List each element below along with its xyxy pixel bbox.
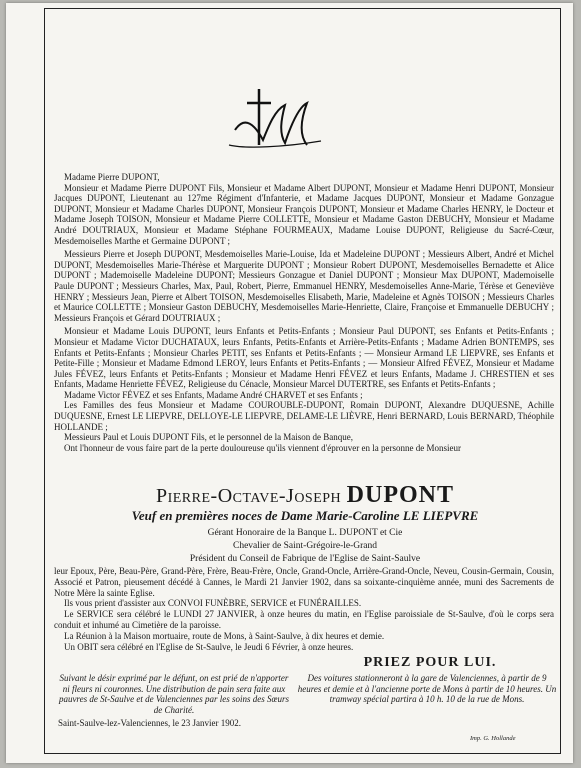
- family-paragraph: Monsieur et Madame Louis DUPONT, leurs Enfants et Petits-Enfants ; Monsieur Paul DUPONT, ses Enfants et Petits-Enfants ; Monsieur et Madame Victor DUCHATAUX, leurs Enfants, Petits-Enfants et Arrière-Petits-Enfants ; Madame Adrien BONTEMPS, ses Enfants et Petits-Enfants ; Monsieur Charles PETIT, ses Enfants et Petits-Enfants ; — Monsieur Armand LE LIEPVRE, ses Enfants et Petite-Fille ; Monsieur et Madame Edmond LEROY, leurs Enfants et Petits-Enfants ; — Monsieur Alfred FÉVEZ, Monsieur et Madame Jules FÉVEZ, leurs Enfants et Petits-Enfants ; Monsieur et Madame Henri FÉVEZ et leurs Enfants, Madame J. CHRESTIEN et ses Enfants, Madame Henriette FÉVEZ, Religieuse du Cénacle, Monsieur Marcel DUTERTRE, ses Enfants et Petits-Enfants ;: [54, 326, 554, 390]
- transport-note: Des voitures stationneront à la gare de Valenciennes, à partir de 9 heures et demie et à l'ancienne porte de Mons à partir de 10 heures. Un tramway spécial partira à 10 h. 10 de la rue de Mons.: [297, 673, 557, 705]
- flowers-note: Suivant le désir exprimé par le défunt, on est prié de n'apporter ni fleurs ni couronnes. Une distribution de pain sera faite aux pauvres de St-Saulve et de Valenciennes par les soins des Sœurs de Charité.: [58, 673, 290, 715]
- family-list: [54, 172, 554, 453]
- body-paragraph: Un OBIT sera célébré en l'Eglise de St-Saulve, le Jeudi 6 Février, à onze heures.: [64, 641, 354, 652]
- family-paragraph: Madame Pierre DUPONT,: [64, 172, 160, 182]
- family-paragraph: Messieurs Paul et Louis DUPONT Fils, et le personnel de la Maison de Banque,: [64, 432, 354, 443]
- printer-imprint: Imp. G. Hollande: [470, 735, 516, 742]
- family-paragraph: Ont l'honneur de vous faire part de la perte douloureuse qu'ils viennent d'éprouver en la personne de Monsieur: [64, 442, 461, 453]
- cross-monogram-icon: [225, 85, 325, 155]
- title-line: Gérant Honoraire de la Banque L. DUPONT et Cie: [207, 528, 403, 538]
- body-paragraph: leur Epoux, Père, Beau-Père, Grand-Père, Frère, Beau-Frère, Oncle, Grand-Oncle, Arrière-Grand-Oncle, Neveu, Cousin-Germain, Cousin, Associé et Patron, pieusement décédé à Cannes, le Mardi 21 Janvier 1902, dans sa soixante-cinquième année, muni des Sacrements de Notre Mère la sainte Eglise.: [54, 566, 554, 598]
- deceased-surname: DUPONT: [346, 482, 455, 508]
- title-line: Président du Conseil de Fabrique de l'Eglise de Saint-Saulve: [189, 554, 421, 564]
- announcement-body: [54, 566, 554, 652]
- deceased-given-names: Pierre-Octave-Joseph: [155, 485, 342, 507]
- deceased-name: [60, 482, 550, 509]
- widower-line: Veuf en premières noces de Dame Marie-Caroline LE LIEPVRE: [131, 508, 479, 523]
- date-line: Saint-Saulve-lez-Valenciennes, le 23 Janvier 1902.: [58, 718, 241, 728]
- body-paragraph: Ils vous prient d'assister aux CONVOI FUNÈBRE, SERVICE et FUNÉRAILLES.: [64, 598, 362, 609]
- body-paragraph: La Réunion à la Maison mortuaire, route de Mons, à Saint-Saulve, à dix heures et demie.: [64, 630, 385, 641]
- title-line: Chevalier de Saint-Grégoire-le-Grand: [232, 541, 378, 551]
- priez-heading: PRIEZ POUR LUI.: [363, 655, 497, 670]
- family-paragraph: Les Familles des feus Monsieur et Madame COUROUBLE-DUPONT, Romain DUPONT, Alexandre DUQUESNE, Achille DUQUESNE, Ernest LE LIEPVRE, DELLOYE-LE LIEPVRE, DELAME-LE LIÈVRE, Henri BERNARD, Louis BERNARD, Théophile HOLLANDE ;: [54, 400, 554, 432]
- family-paragraph: Madame Victor FÉVEZ et ses Enfants, Madame André CHARVET et ses Enfants ;: [64, 389, 363, 400]
- body-paragraph: Le SERVICE sera célébré le LUNDI 27 JANVIER, à onze heures du matin, en l'Eglise paroissiale de St-Saulve, d'où le corps sera conduit et inhumé au Cimetière de la paroisse.: [54, 609, 554, 630]
- family-paragraph: Messieurs Pierre et Joseph DUPONT, Mesdemoiselles Marie-Louise, Ida et Madeleine DUPONT ; Messieurs Albert, André et Michel DUPONT, Mesdemoiselles Marie-Thérèse et Marguerite DUPONT ; Monsieur Robert DUPONT, Mesdemoiselles Bernadette et Alice DUPONT ; Mademoiselle Madeleine DUPONT; Messieurs Gonzague et Daniel DUPONT ; Monsieur Max DUPONT, Mademoiselle Paule DUPONT ; Messieurs Charles, Max, Paul, Robert, Pierre, Emmanuel HENRY, Mesdemoiselles Anne-Marie, Térèse et Geneviève HENRY ; Messieurs Jean, Pierre et Albert TOISON, Mesdemoiselles Elisabeth, Marie, Madeleine et Agnès TOISON ; Messieurs Charles et Maurice COLLETTE ; Monsieur Gaston DEBUCHY, Mesdemoiselles Marie-Henriette, Claire, Françoise et Emmanuelle DEBUCHY ; Messieurs François et Gérard DOUTRIAUX ;: [54, 249, 554, 323]
- family-paragraph: Monsieur et Madame Pierre DUPONT Fils, Monsieur et Madame Albert DUPONT, Monsieur et Madame Henri DUPONT, Monsieur Jacques DUPONT, Lieutenant au 127me Régiment d'Infanterie, et Madame Jacques DUPONT, Monsieur et Madame Gonzague DUPONT, Monsieur et Madame Charles DUPONT, Monsieur François DUPONT, Monsieur et Madame Charles HENRY, le Docteur et Madame Joseph TOISON, Monsieur et Madame Pierre COLLETTE, Monsieur et Madame Gaston DEBUCHY, Monsieur et Madame André DOUTRIAUX, Monsieur et Madame Stéphane FOURMEAUX, Madame Louise DUPONT, Religieuse du Sacré-Cœur, Mesdemoiselles Marthe et Germaine DUPONT ;: [54, 182, 554, 246]
